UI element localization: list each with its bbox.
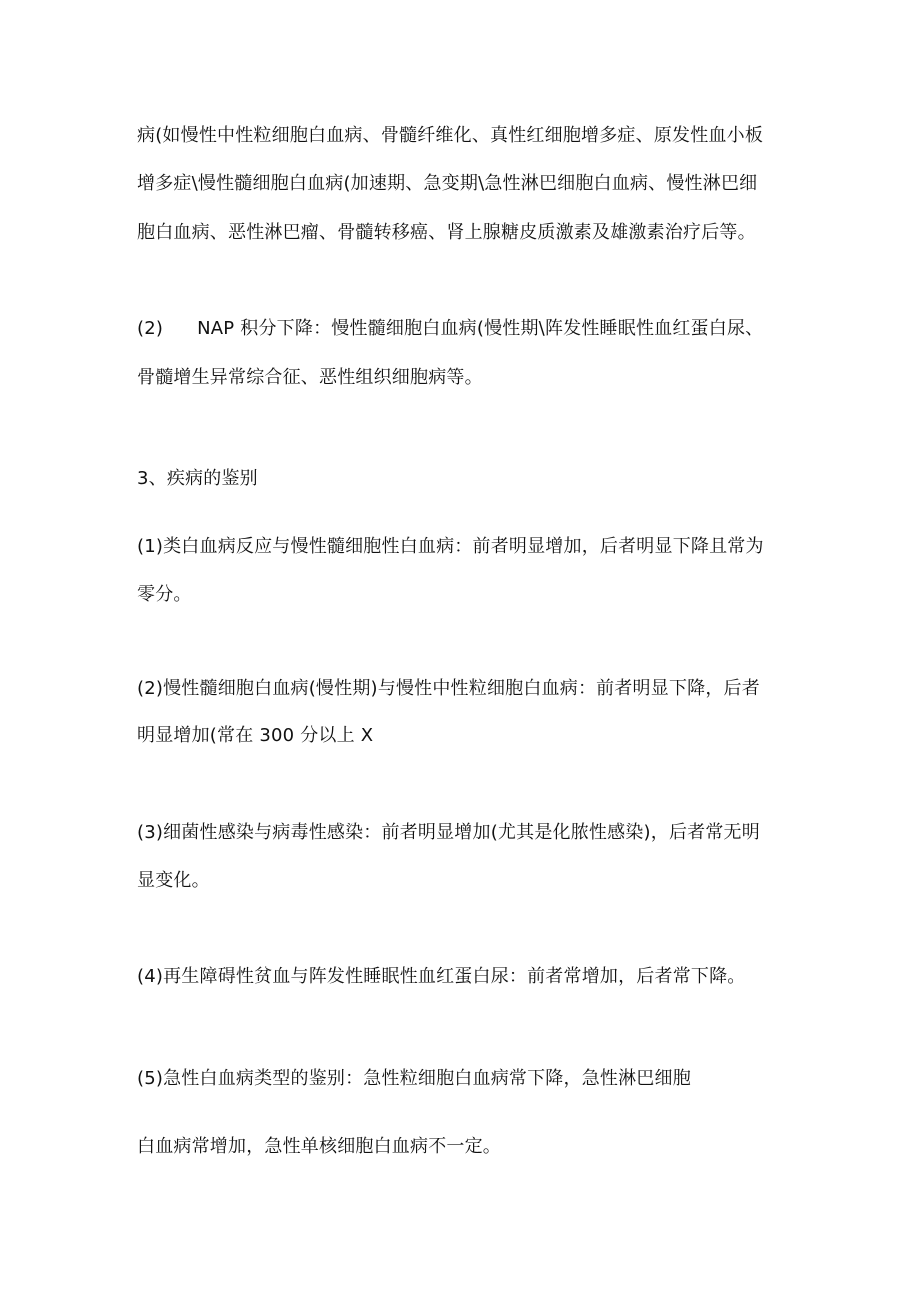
- paragraph-1-line-3: 胞白血病、恶性淋巴瘤、骨髓转移癌、肾上腺糖皮质激素及雄激素治疗后等。: [137, 222, 756, 243]
- item-3-line-1: (3)细菌性感染与病毒性感染：前者明显增加(尤其是化脓性感染)，后者常无明: [137, 822, 760, 843]
- paragraph-2-line-1: [137, 317, 763, 341]
- paragraph-1-line-1: 病(如慢性中性粒细胞白血病、骨髓纤维化、真性红细胞增多症、原发性血小板: [137, 125, 764, 146]
- item-5-line-2: 白血病常增加，急性单核细胞白血病不一定。: [137, 1136, 501, 1157]
- paragraph-2-number: (2): [137, 318, 164, 339]
- item-1-line-1: (1)类白血病反应与慢性髓细胞性白血病：前者明显增加，后者明显下降且常为: [137, 536, 764, 557]
- paragraph-2-line-2: 骨髓增生异常综合征、恶性组织细胞病等。: [137, 367, 483, 388]
- paragraph-2-text: NAP 积分下降：慢性髓细胞白血病(慢性期\阵发性睡眠性血红蛋白尿、: [197, 318, 764, 339]
- item-2-line-1: (2)慢性髓细胞白血病(慢性期)与慢性中性粒细胞白血病：前者明显下降，后者: [137, 678, 760, 699]
- item-1-line-2: 零分。: [137, 584, 192, 605]
- item-5-line-1: (5)急性白血病类型的鉴别：急性粒细胞白血病常下降，急性淋巴细胞: [137, 1068, 691, 1089]
- section-heading: 3、疾病的鉴别: [137, 468, 258, 489]
- item-2-line-2: 明显增加(常在 300 分以上 X: [137, 725, 374, 746]
- item-4-line-1: (4)再生障碍性贫血与阵发性睡眠性血红蛋白尿：前者常增加，后者常下降。: [137, 966, 746, 987]
- paragraph-1-line-2: 增多症\慢性髓细胞白血病(加速期、急变期\急性淋巴细胞白血病、慢性淋巴细: [137, 173, 758, 194]
- item-3-line-2: 显变化。: [137, 870, 210, 891]
